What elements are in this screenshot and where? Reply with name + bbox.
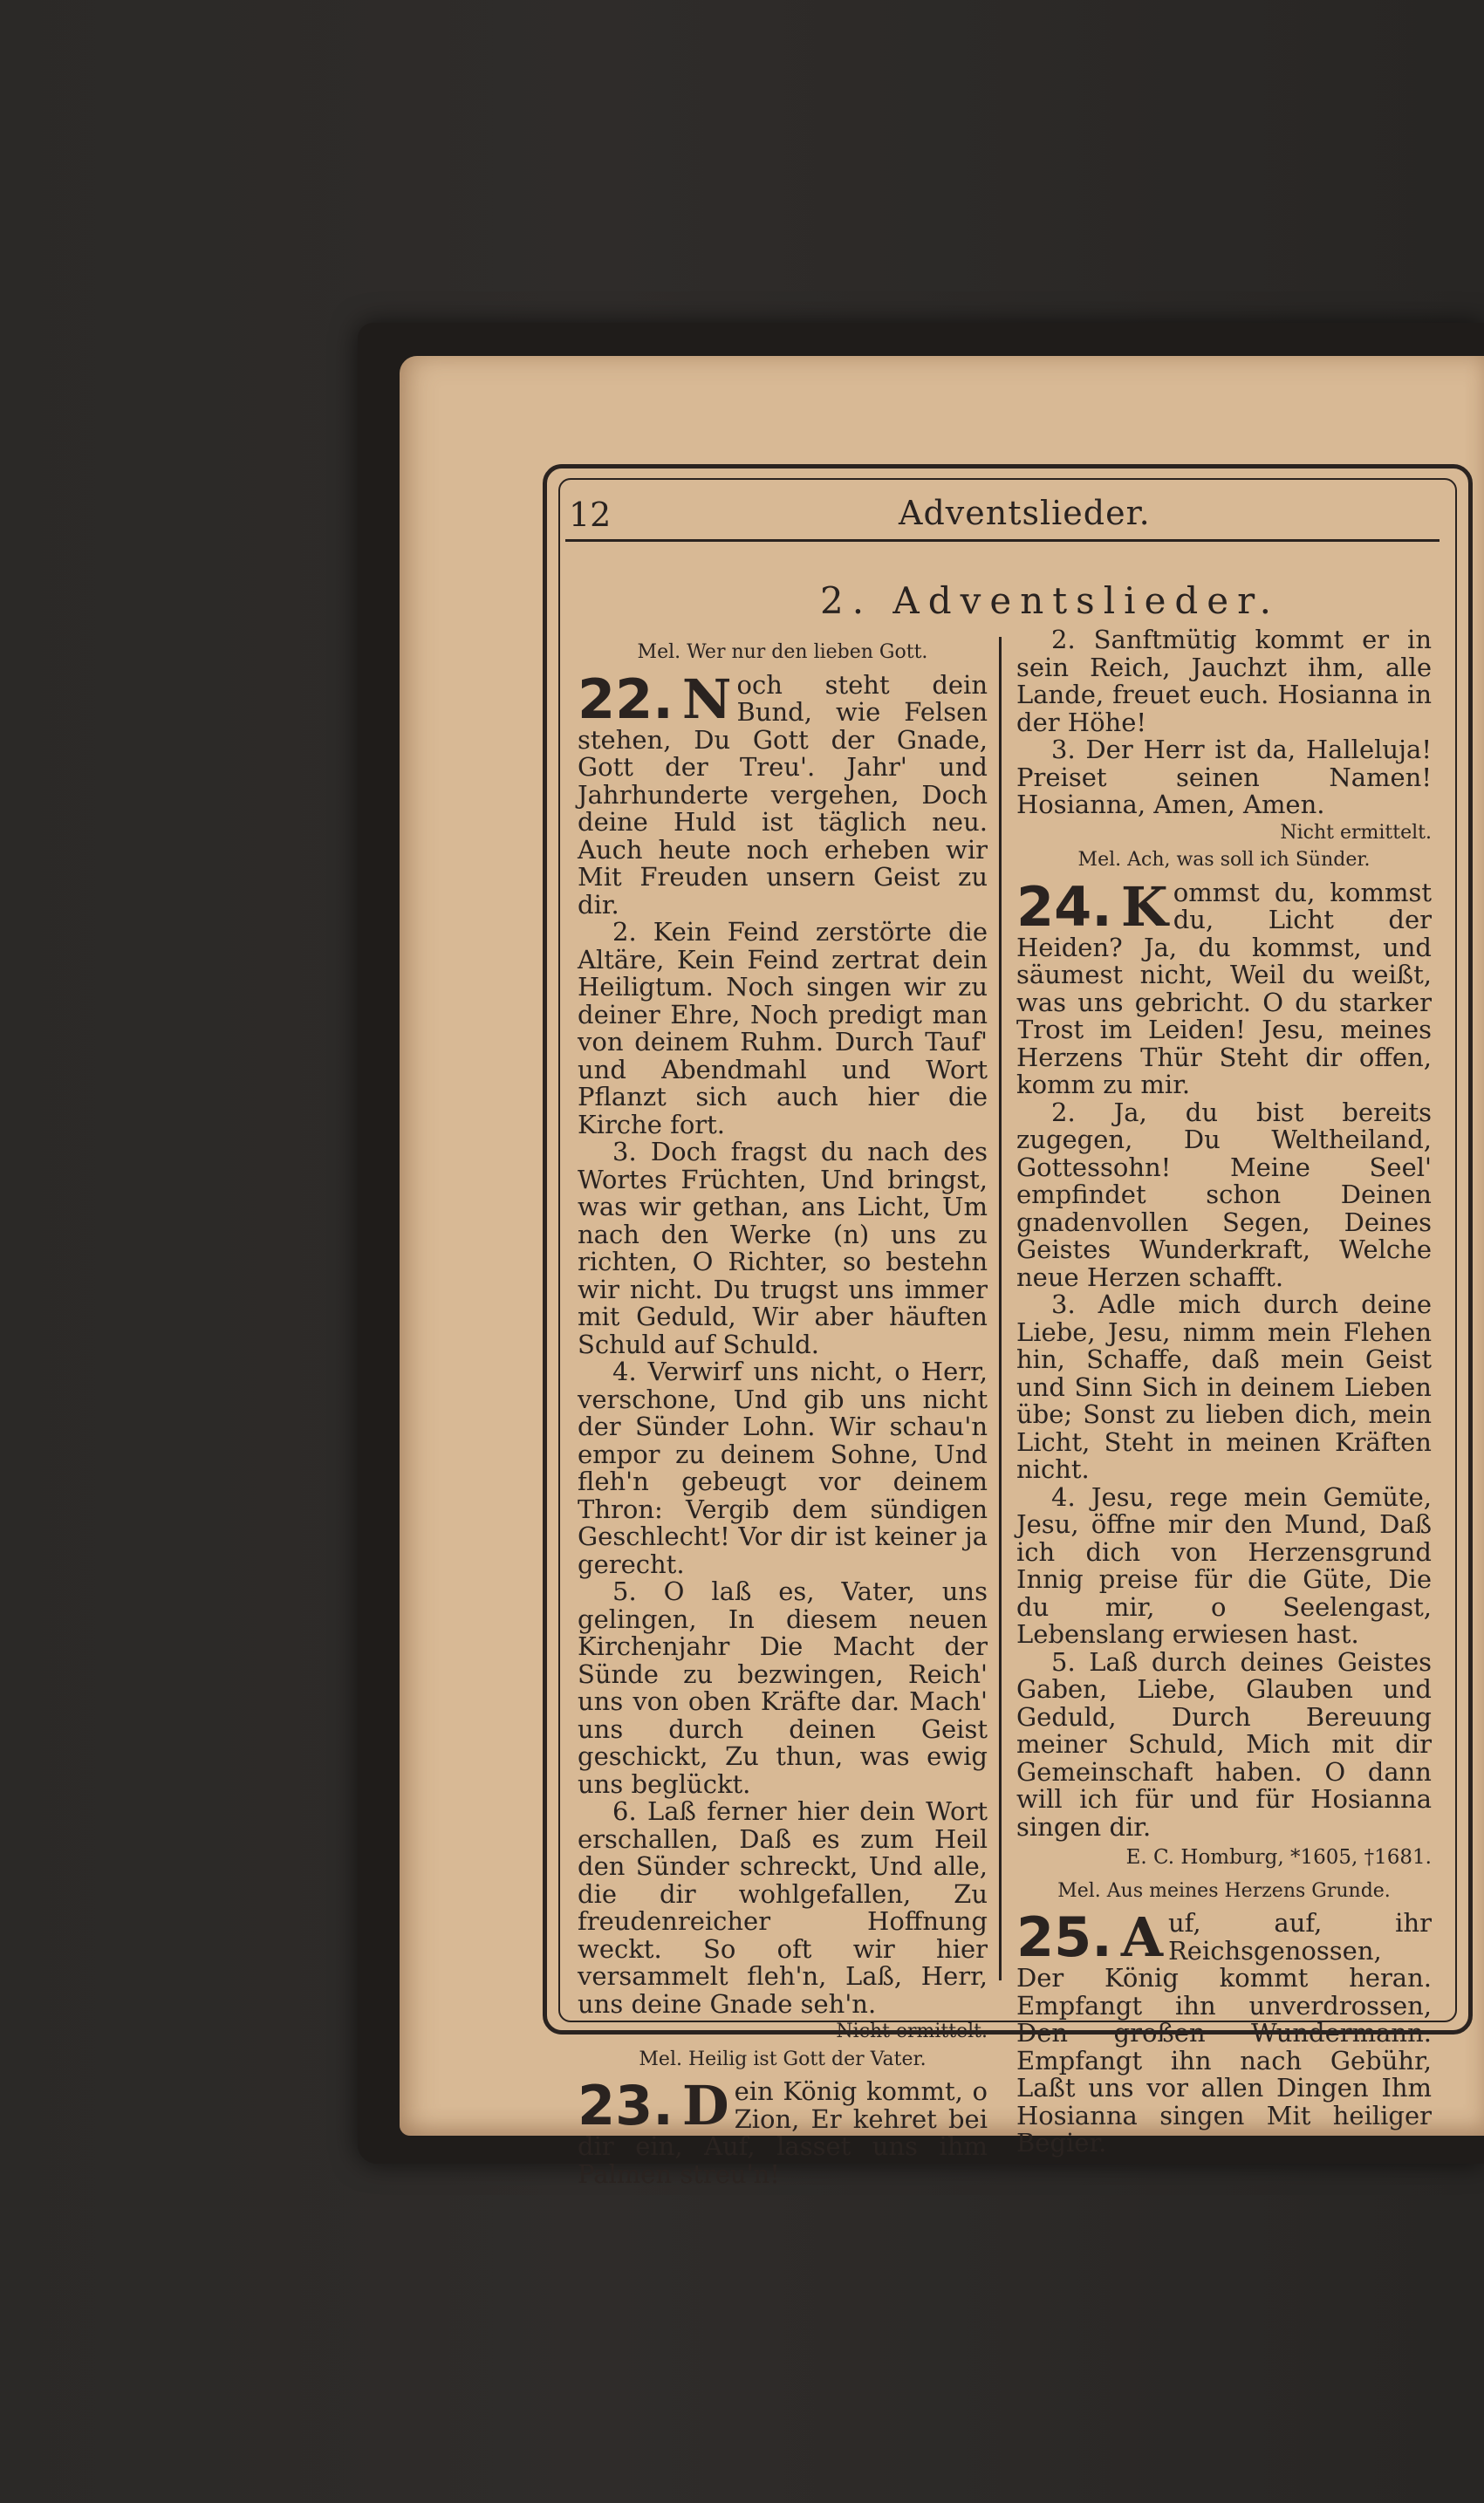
hymn22-verse5: 5. O laß es, Vater, uns gelingen, In diesem neuen Kirchenjahr Die Macht der Sünde zu bezwingen, Reich' uns von oben Kräfte dar. Mach' uns durch deinen Geist geschickt, Zu thun, was ewig uns beglückt. bbox=[578, 1576, 988, 1799]
hymn23-drop-cap: D bbox=[681, 2074, 729, 2137]
hymn24-verse5: 5. Laß durch deines Geistes Gaben, Liebe, Glauben und Geduld, Durch Bereuung meiner Schuld, Mich mit dir Gemeinschaft haben. O dann will ich für und für Hosianna singen dir. bbox=[1016, 1646, 1432, 1842]
right-column bbox=[1016, 626, 1432, 2158]
hymn23-verse2: 2. Sanftmütig kommt er in sein Reich, Jauchzt ihm, alle Lande, freuet euch. Hosianna in der Höhe! bbox=[1016, 625, 1432, 737]
hymn22-attribution: Nicht ermittelt. bbox=[836, 2021, 988, 2042]
hymn23-melody: Mel. Heilig ist Gott der Vater. bbox=[639, 2048, 927, 2070]
hymn23-attribution: Nicht ermittelt. bbox=[1280, 821, 1432, 844]
hymn22-verse6-text: 6. Laß ferner hier dein Wort erschallen, Daß es zum Heil den Sünder schreckt, Und alle, die dir wohlgefallen, Zu freudenreicher Hoffnung weckt. So oft wir hier versammelt fleh'n, Laß, Herr, uns deine Gnade seh'n. bbox=[578, 1796, 988, 2019]
hymn24-attribution: E. C. Homburg, *1605, †1681. bbox=[1125, 1846, 1432, 1869]
hymn22-drop-cap: N bbox=[681, 667, 732, 731]
hymn22-verse6 bbox=[578, 1796, 988, 2042]
running-head: Adventslieder. bbox=[899, 494, 1151, 532]
hymn22-verse2: 2. Kein Feind zerstörte die Altäre, Kein Feind zertrat dein Heiligtum. Noch singen wir zu deiner Ehre, Noch predigt man von deinem Ruhm. Durch Tauf' und Abendmahl und Wort Pflanzt sich auch hier die Kirche fort. bbox=[578, 917, 988, 1139]
hymn24-verse4: 4. Jesu, rege mein Gemüte, Jesu, öffne mir den Mund, Daß ich dich von Herzensgrund Innig preise für die Güte, Die du mir, o Seelengast, Lebenslang erwiesen hast. bbox=[1016, 1481, 1432, 1649]
hymn23-number: 23. bbox=[578, 2074, 674, 2137]
hymn25-verse1 bbox=[1016, 1905, 1432, 2158]
hymn24-drop-cap: K bbox=[1120, 874, 1168, 939]
hymn23-verse3-text: 3. Der Herr ist da, Halleluja! Preiset seinen Namen! Hosianna, Amen, Amen. bbox=[1016, 735, 1432, 819]
hymn25-verse1-text: uf, auf, ihr Reichsgenossen, Der König kommt heran. Empfangt ihn unverdrossen, Den großen Wundermann. Empfangt ihn nach Gebühr, Laßt uns vor allen Dingen Ihm Hosianna singen Mit heiliger Begier. bbox=[1016, 1908, 1432, 2158]
hymn25-drop-cap: A bbox=[1120, 1905, 1163, 1969]
hymn25-number: 25. bbox=[1016, 1905, 1112, 1969]
hymn22-melody: Mel. Wer nur den lieben Gott. bbox=[637, 641, 928, 663]
hymn25-melody: Mel. Aus meines Herzens Grunde. bbox=[1057, 1879, 1391, 1902]
hymn24-verse3: 3. Adle mich durch deine Liebe, Jesu, nimm mein Flehen hin, Schaffe, daß mein Geist und Sinn Sich in deinem Lieben übe; Sonst zu lieben dich, mein Licht, Steht in meinen Kräften nicht. bbox=[1016, 1289, 1432, 1484]
hymn24-melody: Mel. Ach, was soll ich Sünder. bbox=[1077, 849, 1371, 871]
hymn23-verse1 bbox=[578, 2074, 988, 2189]
hymn22-number: 22. bbox=[578, 667, 674, 731]
page-number: 12 bbox=[569, 496, 612, 534]
hymn24-verse2: 2. Ja, du bist bereits zugegen, Du Weltheiland, Gottessohn! Meine Seel' empfindet schon Deinen gnadenvollen Segen, Deines Geistes Wunderkraft, Welche neue Herzen schafft. bbox=[1016, 1097, 1432, 1292]
section-title: 2. Adventslieder. bbox=[820, 579, 1280, 622]
hymn22-verse4: 4. Verwirf uns nicht, o Herr, verschone, Und gib uns nicht der Sünder Lohn. Wir schau'n empor zu deinem Sohne, Und fleh'n gebeugt vor deinem Thron: Vergib dem sündigen Geschlecht! Vor dir ist keiner ja gerecht. bbox=[578, 1357, 988, 1579]
hymn22-verse3: 3. Doch fragst du nach des Wortes Früchten, Und bringst, was wir gethan, ans Licht, Um nach den Werke (n) uns zu richten, O Richter, so bestehn wir nicht. Du trugst uns immer mit Geduld, Wir aber häuften Schuld auf Schuld. bbox=[578, 1137, 988, 1359]
hymn23-verse3 bbox=[1016, 735, 1432, 844]
hymn24-number: 24. bbox=[1016, 874, 1112, 939]
column-divider bbox=[999, 637, 1002, 1980]
hymn24-verse1-text: ommst du, kommst du, Licht der Heiden? Ja, du kommst, und säumest nicht, Weil du weißt, was uns gebricht. O du starker Trost im Leiden! Jesu, meines Herzens Thür Steht dir offen, komm zu mir. bbox=[1016, 877, 1432, 1099]
hymn24-verse1 bbox=[1016, 874, 1432, 1099]
hymn23-verse1-text: ein König kommt, o Zion, Er kehret bei dir ein, Auf, lasset uns ihm Palmen streu'n! bbox=[578, 2076, 988, 2189]
hymn22-verse1-text: och steht dein Bund, wie Felsen stehen, Du Gott der Gnade, Gott der Treu'. Jahr' und Jahrhunderte vergehen, Doch deine Huld ist täglich neu. Auch heute noch erheben wir Mit Freuden unsern Geist zu dir. bbox=[578, 669, 988, 920]
hymn22-verse1 bbox=[578, 667, 988, 920]
header-rule bbox=[565, 539, 1440, 542]
left-column bbox=[578, 633, 988, 2188]
